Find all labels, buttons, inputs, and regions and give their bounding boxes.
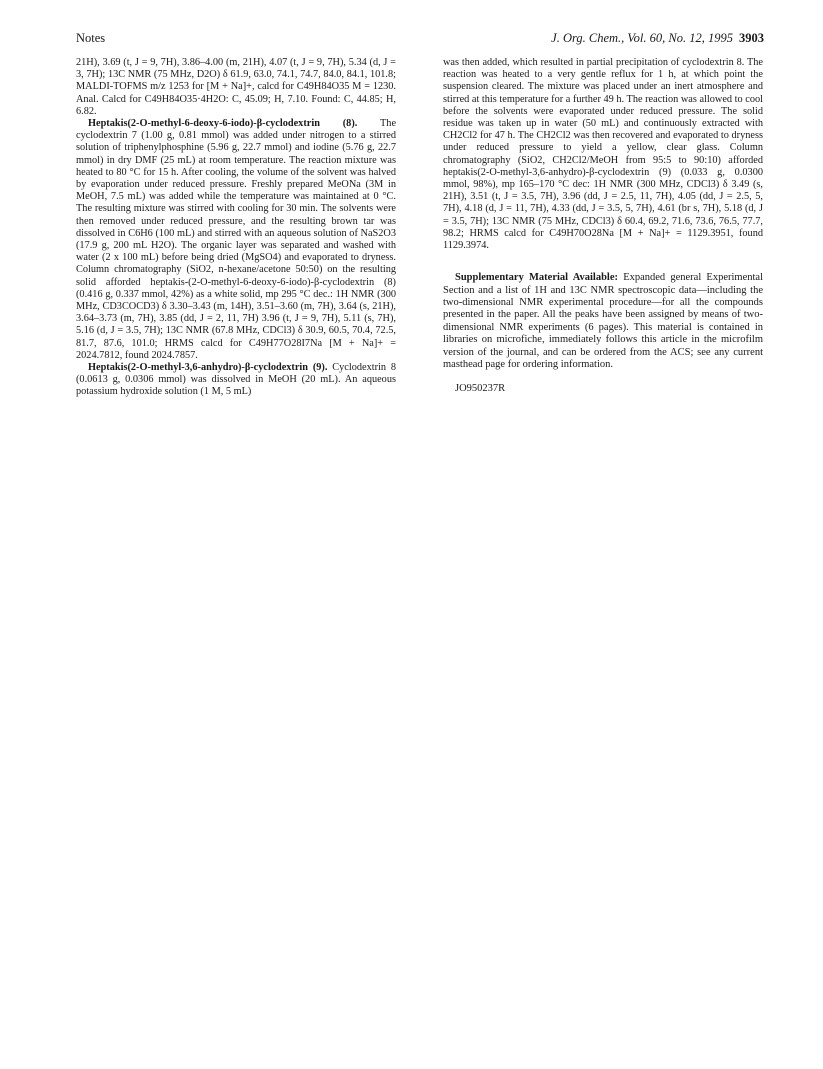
supplementary-material	[443, 272, 763, 371]
compound-8-heading: Heptakis(2-O-methyl-6-deoxy-6-iodo)-β-cyclodextrin (8).	[88, 118, 358, 130]
supplementary-heading: Supplementary Material Available:	[455, 272, 618, 284]
paragraph-continued-data: 21H), 3.69 (t, J = 9, 7H), 3.86–4.00 (m, 21H), 4.07 (t, J = 9, 7H), 5.34 (d, J = 3, 7H); 13C NMR (75 MHz, D2O) δ 61.9, 63.0, 74.1, 74.7, 84.0, 84.1, 101.8; MALDI-TOFMS m/z 1253 for [M + Na]+, calcd for C49H84O35 M = 1230. Anal. Calcd for C49H84O35·4H2O: C, 45.09; H, 7.10. Found: C, 44.85; H, 6.82.	[76, 57, 396, 117]
left-column	[76, 57, 396, 399]
paragraph-compound-9	[76, 362, 396, 399]
page-number: 3903	[739, 31, 764, 45]
journal-citation	[551, 31, 764, 46]
compound-8-procedure: The cyclodextrin 7 (1.00 g, 0.81 mmol) was added under nitrogen to a stirred solution of triphenylphosphine (5.96 g, 22.7 mmol) and iodine (5.76 g, 22.7 mmol) in dry DMF (25 mL) at room temperature. The reaction mixture was heated to 80 °C for 15 h. After cooling, the volume of the solvent was halved by evaporation under reduced pressure. Freshly prepared MeONa (3M in MeOH, 7.5 mL) was added while the temperature was maintained at 0 °C. The resulting mixture was stirred with cooling for 30 min. The solvents were then removed under reduced pressure, and the resulting brown tar was dissolved in C6H6 (100 mL) and stirred with an aqueous solution of NaS2O3 (17.9 g, 200 mL H2O). The organic layer was separated and washed with water (2 x 100 mL) before being dried (MgSO4) and evaporated to dryness. Column chromatography (SiO2, n-hexane/acetone 50:50) on the resulting solid afforded heptakis-(2-O-methyl-6-deoxy-6-iodo)-β-cyclodextrin (8) (0.416 g, 0.337 mmol, 42%) as a white solid, mp 295 °C dec.: 1H NMR (300 MHz, CD3COCD3) δ 3.30–3.43 (m, 14H), 3.51–3.60 (m, 7H), 3.64 (s, 21H), 3.64–3.73 (m, 7H), 3.85 (dd, J = 2, 11, 7H) 3.96 (t, J = 9, 7H), 5.11 (s, 7H), 5.16 (d, J = 3.5, 7H); 13C NMR (67.8 MHz, CDCl3) δ 30.9, 60.5, 70.4, 72.5, 81.7, 87.6, 101.0; HRMS calcd for C49H77O28I7Na [M + Na]+ = 2024.7812, found 2024.7857.	[76, 118, 397, 361]
journal-name: J. Org. Chem., Vol. 60, No. 12, 1995	[551, 31, 733, 45]
document-id: JO950237R	[455, 382, 506, 394]
paragraph-compound-8	[76, 118, 396, 362]
compound-9-heading: Heptakis(2-O-methyl-3,6-anhydro)-β-cyclodextrin (9).	[88, 362, 328, 374]
supplementary-text: Expanded general Experimental Section and a list of 1H and 13C NMR spectroscopic data—including the two-dimensional NMR experimental procedure—for all the compounds presented in the paper. All the peaks have been assigned by means of two-dimensional NMR experiments (6 pages). This material is contained in libraries on microfiche, immediately follows this article in the microfilm version of the journal, and can be ordered from the ACS; see any current masthead page for ordering information.	[443, 272, 763, 371]
paragraph-compound-9-continued: was then added, which resulted in partial precipitation of cyclodextrin 8. The reaction was heated to a very gentle reflux for 1 h, at which point the suspension cleared. The mixture was placed under an inert atmosphere and stirred at this temperature for a further 49 h. The reaction was allowed to cool before the solvents were evaporated under reduced pressure. The solid residue was taken up in water (50 mL) and continuously extracted with CH2Cl2 for 47 h. The CH2Cl2 was then recovered and evaporated to dryness under reduced pressure to yield a yellow, clear glass. Column chromatography (SiO2, CH2Cl2/MeOH from 95:5 to 90:10) afforded heptakis(2-O-methyl-3,6-anhydro)-β-cyclodextrin (9) (0.033 g, 0.0300 mmol, 98%), mp 165–170 °C dec: 1H NMR (300 MHz, CDCl3) δ 3.49 (s, 21H), 3.51 (t, J = 3.5, 7H), 3.96 (dd, J = 2.5, 11, 7H), 4.05 (dd, J = 2.5, 5, 7H), 4.18 (d, J = 11, 7H), 4.33 (dd, J = 3.5, 5, 7H), 4.61 (br s, 7H), 5.18 (d, J = 3.5, 7H); 13C NMR (75 MHz, CDCl3) δ 60.4, 69.2, 71.6, 73.6, 76.5, 77.7, 98.2; HRMS calcd for C49H70O28Na [M + Na]+ = 1129.3951, found 1129.3974.	[443, 57, 763, 252]
page-header	[76, 31, 764, 51]
right-column	[443, 57, 763, 395]
compound-9-procedure: Cyclodextrin 8 (0.0613 g, 0.0306 mmol) was dissolved in MeOH (20 mL). An aqueous potassium hydroxide solution (1 M, 5 mL)	[76, 362, 396, 398]
section-label: Notes	[76, 31, 106, 45]
